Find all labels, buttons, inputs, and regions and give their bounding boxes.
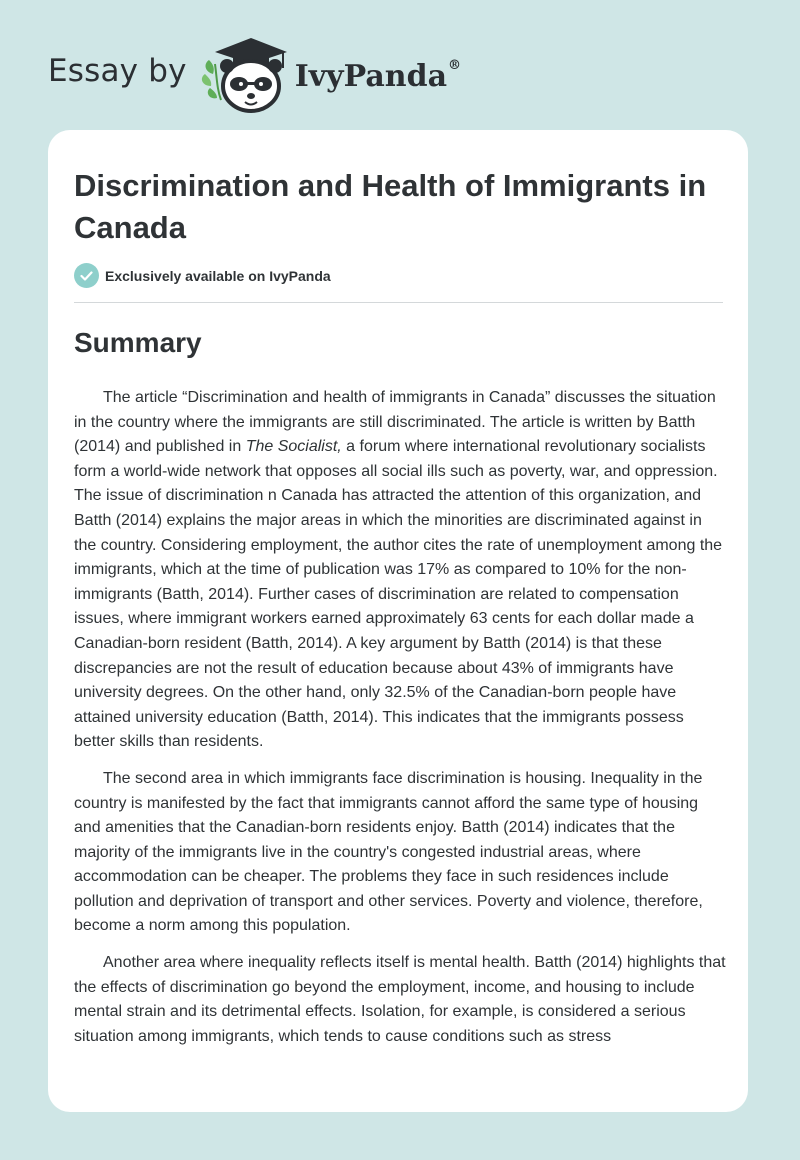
divider [74,302,723,303]
exclusive-badge [74,263,331,288]
essay-by-label: Essay by [48,53,187,89]
registered-mark: ® [448,57,462,73]
summary-heading: Summary [74,327,202,358]
brand-name[interactable] [295,59,461,94]
paragraph: The second area in which immigrants face discrimination is housing. Inequality in the country is manifested by the fact that immigrants cannot afford the same type of housing and amenities that the Canadian-born residents enjoy. Batth (2014) indicates that the majority of the immigrants live in the country's congested industrial areas, where accommodation can be cheaper. The problems they face in such residences include pollution and deprivation of transport and other services. Poverty and violence, therefore, become a norm among this population. [74,769,703,935]
check-icon [74,263,99,288]
paragraph [74,386,726,755]
site-header [48,34,461,114]
page-title: Discrimination and Health of Immigrants in Canada [74,168,707,245]
publication-name: The Socialist, [245,438,342,456]
essay-card [48,130,748,1112]
paragraph-text: a forum where international revolutionary socialists form a world-wide network that opposes all social ills such as poverty, war, and oppression. The issue of discrimination n Canada has attracted the attention of this organization, and Batth (2014) explains the major areas in which the minorities are discriminated against in the country. Considering employment, the author cites the rate of unemployment among the immigrants, which at the time of publication was 17% as compared to 10% for the non-immigrants (Batth, 2014). Further cases of discrimination are related to compensation issues, where immigrant workers earned approximately 63 cents for each dollar made a Canadian-born resident (Batth, 2014). A key argument by Batth (2014) is that these discrepancies are not the result of education because about 43% of immigrants have university degrees. On the other hand, only 32.5% of the Canadian-born people have attained university education (Batth, 2014). This indicates that the immigrants possess better skills than residents. [74,438,723,751]
brand-text: IvyPanda [294,58,448,94]
exclusive-label: Exclusively available on IvyPanda [105,267,331,284]
paragraph-text: The article “Discrimination and health of immigrants in Canada” discusses the situation in the country where the immigrants are still discriminated. The article is written by Batth (2014) and published in [74,389,716,456]
panda-logo-icon[interactable] [199,34,291,114]
article-body [74,386,726,1061]
paragraph: Another area where inequality reflects itself is mental health. Batth (2014) highlights that the effects of discrimination go beyond the employment, income, and housing to include mental strain and its detrimental effects. Isolation, for example, is considered a serious situation among immigrants, which tends to cause conditions such as stress [74,954,726,1045]
